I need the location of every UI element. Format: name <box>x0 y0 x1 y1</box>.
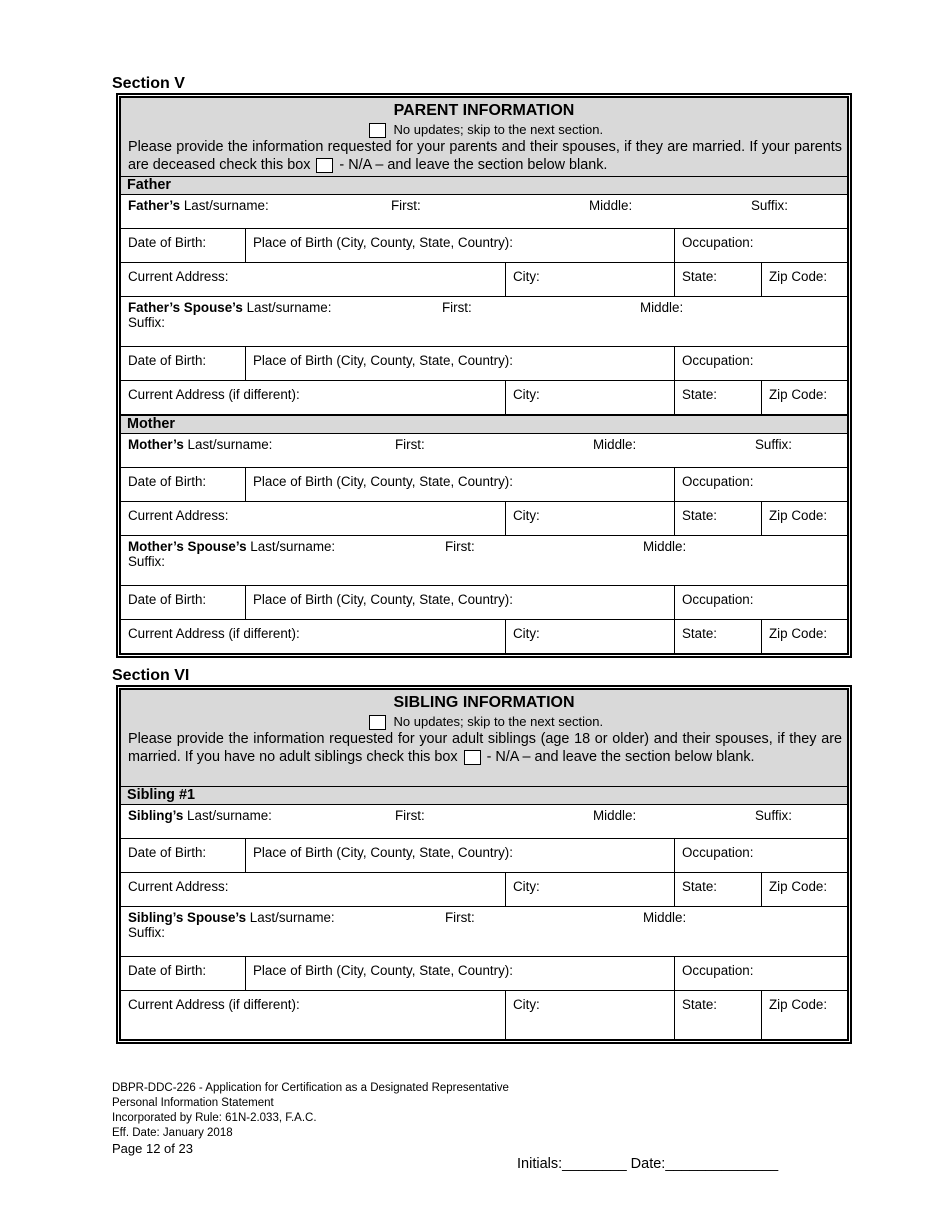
father-subheader: Father <box>121 176 847 195</box>
mother-address-row <box>121 502 847 536</box>
sibling-label: Sibling’s <box>128 808 184 824</box>
parent-no-updates <box>121 122 847 138</box>
city-field[interactable]: City: <box>505 991 674 1039</box>
section-vi-label: Section VI <box>112 667 190 684</box>
last-label: Last/surname: <box>246 300 332 316</box>
suffix-label: Suffix: <box>755 808 792 824</box>
mother-subheader: Mother <box>121 415 847 434</box>
zip-field[interactable]: Zip Code: <box>761 873 847 906</box>
father-spouse-label: Father’s Spouse’s <box>128 300 243 316</box>
mother-spouse-address-row <box>121 620 847 653</box>
mother-label: Mother’s <box>128 437 184 453</box>
father-birth-row <box>121 229 847 263</box>
address-field[interactable]: Current Address: <box>128 269 229 285</box>
parent-information-frame <box>116 93 852 658</box>
father-name-row[interactable] <box>121 195 847 229</box>
occupation-field[interactable]: Occupation: <box>674 229 847 262</box>
zip-field[interactable]: Zip Code: <box>761 502 847 535</box>
parent-no-updates-checkbox[interactable] <box>369 123 386 138</box>
mother-name-row[interactable] <box>121 434 847 468</box>
zip-field[interactable]: Zip Code: <box>761 620 847 653</box>
father-label: Father’s <box>128 198 181 214</box>
parent-intro-text: Please provide the information requested for your parents and their spouses, if they are married. If your parents are deceased check this box <box>128 139 842 174</box>
first-label: First: <box>445 910 475 926</box>
address-diff-field[interactable]: Current Address (if different): <box>128 626 300 642</box>
zip-field[interactable]: Zip Code: <box>761 381 847 414</box>
pob-field[interactable]: Place of Birth (City, County, State, Country): <box>245 229 674 262</box>
state-field[interactable]: State: <box>674 502 761 535</box>
last-label: Last/surname: <box>250 539 336 555</box>
dob-field[interactable]: Date of Birth: <box>128 845 207 861</box>
sibling-spouse-label: Sibling’s Spouse’s <box>128 910 247 926</box>
pob-field[interactable]: Place of Birth (City, County, State, Country): <box>245 586 674 619</box>
pob-field[interactable]: Place of Birth (City, County, State, Country): <box>245 347 674 380</box>
address-field[interactable]: Current Address: <box>128 879 229 895</box>
dob-field[interactable]: Date of Birth: <box>128 353 207 369</box>
sibling-subheader: Sibling #1 <box>121 786 847 805</box>
middle-label: Middle: <box>640 300 684 316</box>
suffix-label: Suffix: <box>751 198 788 214</box>
sibling-spouse-address-row <box>121 991 847 1039</box>
address-field[interactable]: Current Address: <box>128 508 229 524</box>
last-label: Last/surname: <box>249 910 335 926</box>
occupation-field[interactable]: Occupation: <box>674 586 847 619</box>
sibling-no-updates-checkbox[interactable] <box>369 715 386 730</box>
page-number: Page 12 of 23 <box>112 1141 193 1156</box>
footer-line-1: DBPR-DDC-226 - Application for Certification as a Designated Representative <box>112 1082 509 1094</box>
sibling-no-updates <box>121 714 847 730</box>
form-footer <box>112 1081 509 1156</box>
sibling-name-row[interactable] <box>121 805 847 839</box>
pob-field[interactable]: Place of Birth (City, County, State, Country): <box>245 839 674 872</box>
state-field[interactable]: State: <box>674 991 761 1039</box>
first-label: First: <box>391 198 421 214</box>
father-address-row <box>121 263 847 297</box>
occupation-field[interactable]: Occupation: <box>674 957 847 990</box>
dob-field[interactable]: Date of Birth: <box>128 592 207 608</box>
parent-intro-text-b: - N/A – and leave the section below blank. <box>339 157 608 174</box>
city-field[interactable]: City: <box>505 381 674 414</box>
last-label: Last/surname: <box>187 808 272 824</box>
sibling-birth-row <box>121 839 847 873</box>
middle-label: Middle: <box>593 808 637 824</box>
occupation-field[interactable]: Occupation: <box>674 468 847 501</box>
mother-spouse-birth-row <box>121 586 847 620</box>
middle-label: Middle: <box>643 539 687 555</box>
sibling-title: SIBLING INFORMATION <box>393 694 575 711</box>
suffix-label: Suffix: <box>755 437 792 453</box>
city-field[interactable]: City: <box>505 620 674 653</box>
state-field[interactable]: State: <box>674 620 761 653</box>
section-v-label: Section V <box>112 75 185 92</box>
city-field[interactable]: City: <box>505 873 674 906</box>
parent-title: PARENT INFORMATION <box>393 102 575 119</box>
first-label: First: <box>442 300 472 316</box>
address-diff-field[interactable]: Current Address (if different): <box>128 997 300 1013</box>
dob-field[interactable]: Date of Birth: <box>128 963 207 979</box>
last-label: Last/surname: <box>183 198 269 214</box>
parent-na-checkbox[interactable] <box>316 158 333 173</box>
footer-line-2: Personal Information Statement <box>112 1097 274 1109</box>
suffix-label: Suffix: <box>128 315 165 331</box>
middle-label: Middle: <box>593 437 637 453</box>
state-field[interactable]: State: <box>674 873 761 906</box>
first-label: First: <box>395 437 425 453</box>
initials-date-line[interactable]: Initials:________ Date:______________ <box>517 1156 779 1172</box>
state-field[interactable]: State: <box>674 381 761 414</box>
sibling-intro-text: Please provide the information requested for your adult siblings (age 18 or older) and their spouses, if they are married. If you have no adult siblings check this box <box>128 731 842 766</box>
suffix-label: Suffix: <box>128 554 165 570</box>
middle-label: Middle: <box>589 198 633 214</box>
zip-field[interactable]: Zip Code: <box>761 263 847 296</box>
father-spouse-name-row[interactable] <box>121 297 847 347</box>
pob-field[interactable]: Place of Birth (City, County, State, Country): <box>245 468 674 501</box>
address-diff-field[interactable]: Current Address (if different): <box>128 387 300 403</box>
sibling-spouse-name-row[interactable] <box>121 907 847 957</box>
first-label: First: <box>395 808 425 824</box>
first-label: First: <box>445 539 475 555</box>
mother-spouse-name-row[interactable] <box>121 536 847 586</box>
parent-header <box>121 98 847 176</box>
footer-line-3: Incorporated by Rule: 61N-2.033, F.A.C. <box>112 1112 317 1124</box>
footer-line-4: Eff. Date: January 2018 <box>112 1127 233 1139</box>
parent-no-updates-label: No updates; skip to the next section. <box>393 122 604 137</box>
father-spouse-address-row <box>121 381 847 415</box>
father-spouse-birth-row <box>121 347 847 381</box>
sibling-na-checkbox[interactable] <box>464 750 481 765</box>
sibling-header <box>121 690 847 786</box>
last-label: Last/surname: <box>187 437 273 453</box>
sibling-no-updates-label: No updates; skip to the next section. <box>393 714 604 729</box>
sibling-intro-text-b: - N/A – and leave the section below blank. <box>486 749 755 766</box>
occupation-field[interactable]: Occupation: <box>674 839 847 872</box>
mother-birth-row <box>121 468 847 502</box>
sibling-information-frame <box>116 685 852 1044</box>
pob-field[interactable]: Place of Birth (City, County, State, Country): <box>245 957 674 990</box>
occupation-field[interactable]: Occupation: <box>674 347 847 380</box>
dob-field[interactable]: Date of Birth: <box>128 474 207 490</box>
sibling-spouse-birth-row <box>121 957 847 991</box>
mother-spouse-label: Mother’s Spouse’s <box>128 539 247 555</box>
parent-intro <box>121 138 847 176</box>
dob-field[interactable]: Date of Birth: <box>128 235 207 251</box>
middle-label: Middle: <box>643 910 687 926</box>
zip-field[interactable]: Zip Code: <box>761 991 847 1039</box>
city-field[interactable]: City: <box>505 263 674 296</box>
state-field[interactable]: State: <box>674 263 761 296</box>
sibling-address-row <box>121 873 847 907</box>
sibling-intro <box>121 730 847 768</box>
city-field[interactable]: City: <box>505 502 674 535</box>
suffix-label: Suffix: <box>128 925 165 941</box>
